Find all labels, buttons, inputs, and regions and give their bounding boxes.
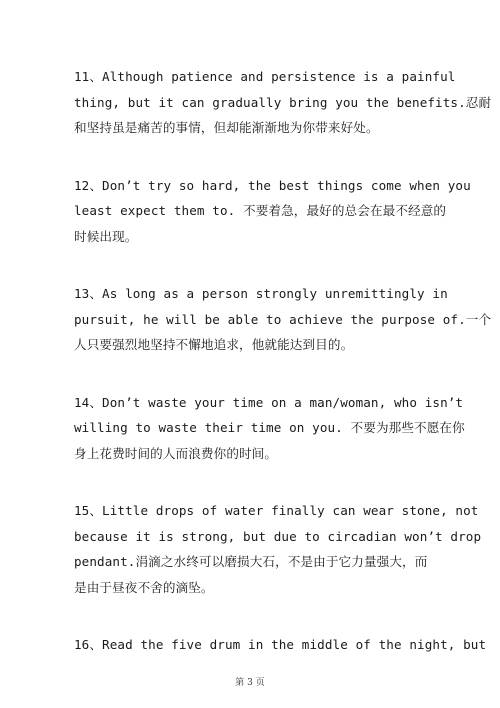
quote-line: pursuit, he will be able to achieve the purpose of.一个 <box>74 311 492 327</box>
quote-entry-12 <box>74 173 471 250</box>
quote-line: 时候出现。 <box>74 228 138 244</box>
quote-line: 13、As long as a person strongly unremittingly in <box>74 286 448 301</box>
quote-line: thing, but it can gradually bring you the benefits.忍耐 <box>74 94 492 110</box>
quote-line: 14、Don’t waste your time on a man/woman, who isn’t <box>74 394 464 410</box>
quote-line: 人只要强烈地坚持不懈地追求，他就能达到目的。 <box>74 337 354 352</box>
quote-entry-16 <box>74 632 487 658</box>
page-number: 第 3 页 <box>235 678 265 688</box>
quote-list <box>74 64 492 690</box>
quote-entry-15 <box>74 498 482 600</box>
quote-entry-13 <box>74 281 492 358</box>
quote-line: willing to waste their time on you. 不要为那些不愿在你 <box>74 420 465 435</box>
quote-line: 12、Don’t try so hard, the best things come when you <box>74 177 471 193</box>
quote-line: because it is strong, but due to circadian won’t drop <box>74 528 482 544</box>
quote-line: 15、Little drops of water finally can wear stone, not <box>74 503 479 518</box>
quote-line: 是由于昼夜不舍的滴坠。 <box>74 579 214 595</box>
quote-entry-11 <box>74 64 492 141</box>
quote-line: pendant.涓滴之水终可以磨损大石，不是由于它力量强大，而 <box>74 554 428 569</box>
quote-line: least expect them to. 不要着急，最好的总会在最不经意的 <box>74 203 447 218</box>
quote-line: 身上花费时间的人而浪费你的时间。 <box>74 445 278 461</box>
quote-line: 16、Read the five drum in the middle of the night, but <box>74 637 487 652</box>
quote-line: 11、Although patience and persistence is a painful <box>74 69 456 84</box>
quote-line: 和坚持虽是痛苦的事情，但却能渐渐地为你带来好处。 <box>74 120 379 135</box>
quote-entry-14 <box>74 390 465 467</box>
